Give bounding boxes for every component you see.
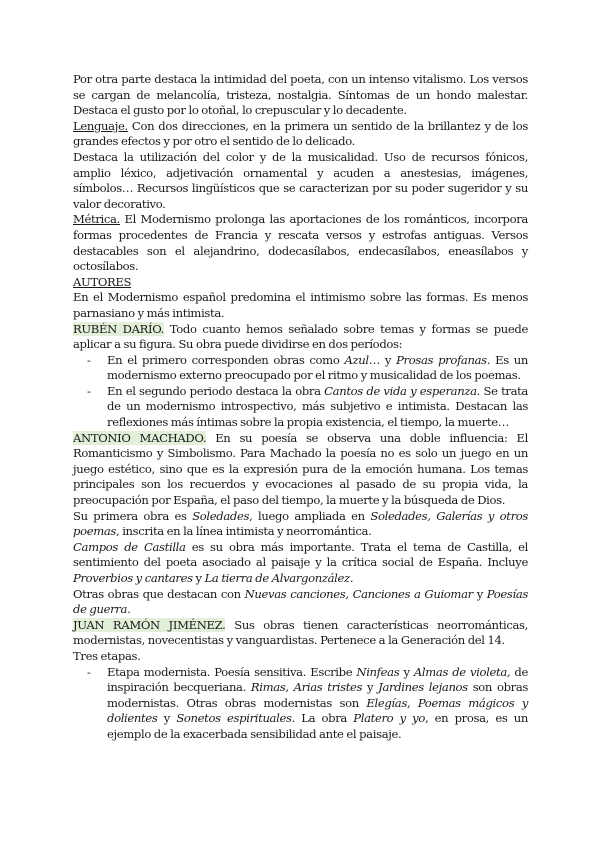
work-poemas-magicos: Poemas mágicos y dolientes [107,695,529,726]
machado-intro: En su poesía se observa una doble influencia: El Romanticismo y Simbolismo. Para Machado la poesía no es solo un juego en un juego estético, sino que es la expresión pura de la emoción humana. Los temas principales son los recuerdos y evocaciones al pasado de su propia vida, la preocupación por España, el paso del tiempo, la muerte y la búsqueda de Dios. [73,430,528,508]
dario-item1-text: y [379,352,397,367]
paragraph-machado-campos [73,540,528,587]
list-item [107,353,528,384]
work-azul: Azul… [344,352,380,367]
work-arias-tristes: Arias tristes [293,680,363,695]
autores-heading [73,275,528,291]
paragraph-metrica [73,212,528,274]
jimenez-text: de inspiración becqueriana. [107,664,529,695]
lenguaje-label: Lenguaje. [73,118,128,133]
work-soledades: Soledades [192,508,250,523]
lenguaje-text: Con dos direcciones, en la primera un sentido de la brillantez y de los grandes efectos y por otro el sentido de lo delicado. [73,118,528,149]
jimenez-text: , en prosa, es un ejemplo de la exacerbada sensibilidad ante el paisaje. [107,711,528,741]
machado-text: y [192,571,205,585]
dario-item2-text: . Se trata de un modernismo introspectivo, más subjetivo e intimista. Destacan las reflexiones más íntimas sobre la propia existencia, el tiempo, la muerte… [107,383,528,430]
machado-text: . [127,602,131,617]
machado-text: es su obra más importante. Trata el tema de Castilla, el sentimiento del poeta asociado al paisaje y la crítica social de España. Incluye [73,539,528,570]
machado-text: , luego ampliada en [249,508,371,523]
paragraph-autores: En el Modernismo español predomina el intimismo sobre las formas. Es menos parnasiano y más intimista. [73,290,528,320]
dario-item2-text: En el segundo periodo destaca la obra [107,383,325,398]
machado-text: Su primera obra es [73,508,193,523]
machado-text: , inscrita en la línea intimista y neorromántica. [116,524,372,539]
work-nuevas-canciones: Nuevas canciones, Canciones a Guiomar [244,586,473,601]
dario-item1-text: En el primero corresponden obras como [107,352,345,367]
paragraph-lenguaje [73,119,528,150]
work-platero-y-yo: Platero y yo [353,711,425,726]
jimenez-etapas-list [73,665,528,743]
autores-heading-text: AUTORES [73,274,132,289]
work-cantos-de-vida: Cantos de vida y esperanza [324,383,477,398]
jimenez-text: son obras modernistas. Otras obras modernistas son [107,680,528,710]
work-soledades-galerias: Soledades, Galerías y otros poemas [73,508,529,539]
work-poesias-de-guerra: Poesías de guerra [73,586,528,617]
machado-text: . [349,571,354,585]
metrica-text: El Modernismo prolonga las aportaciones de los románticos, incorpora formas procedentes de Francia y rescata versos y estrofas antiguas. Versos destacables son el alejandrino, dodecasílabos, endecasílabos, eneasílabos y octosílabos. [73,212,528,274]
paragraph-machado-otras [73,587,528,618]
dario-intro: Todo cuanto hemos señalado sobre temas y formas se puede aplicar a su figura. Su obra puede dividirse en dos períodos: [73,321,528,352]
list-item [107,665,528,743]
machado-text: y [472,586,487,601]
jimenez-text: Etapa modernista. Poesía sensitiva. Escribe [107,664,357,679]
work-proverbios: Proverbios y cantares [73,571,193,585]
document-page [73,72,528,743]
paragraph-intimidad: Por otra parte destaca la intimidad del poeta, con un intenso vitalismo. Los versos se cargan de melancolía, tristeza, nostalgia. Síntomas de un hondo malestar. Destaca el gusto por lo otoñal, lo crepuscular y lo decadente. [73,72,528,118]
paragraph-tres-etapas: Tres etapas. [73,648,141,663]
paragraph-jimenez [73,618,528,649]
jimenez-text: y [399,664,414,679]
jimenez-text: y [157,711,177,726]
paragraph-dario [73,322,528,353]
jimenez-text: , [406,695,418,710]
work-sonetos-espirituales: Sonetos espirituales [176,711,292,726]
work-ninfeas: Ninfeas [356,664,400,679]
work-jardines-lejanos: Jardines lejanos [378,680,468,695]
dario-periods-list [73,353,528,431]
machado-name: ANTONIO MACHADO. [73,430,207,445]
jimenez-text: y [362,680,379,695]
work-almas-de-violeta: Almas de violeta, [413,664,511,679]
paragraph-machado [73,431,528,509]
jimenez-text: , [285,680,294,695]
dario-name: RUBÉN DARÍO. [73,321,165,336]
work-prosas-profanas: Prosas profanas [396,352,487,367]
paragraph-color-musicalidad: Destaca la utilización del color y de la musicalidad. Uso de recursos fónicos, amplio léxico, adjetivación ornamental y acuden a anestesias, imágenes, símbolos… Recursos lingüísticos que se caracterizan por su poder sugeridor y su valor decorativo. [73,149,528,211]
jimenez-intro: Sus obras tienen características neorrománticas, modernistas, novecentistas y vanguardistas. Pertenece a la Generación del 14. [73,617,528,648]
work-alvargonzalez: La tierra de Alvargonzález [204,571,350,585]
work-rimas: Rimas [250,680,286,695]
machado-text: Otras obras que destacan con [73,586,245,601]
jimenez-text: . La obra [291,711,354,726]
work-elegias: Elegías [366,695,407,710]
work-campos-de-castilla: Campos de Castilla [73,539,186,554]
dario-item1-text: . Es un modernismo externo preocupado por el ritmo y musicalidad de los poemas. [107,352,529,383]
jimenez-name: JUAN RAMÓN JIMÉNEZ. [73,617,226,632]
list-item [107,384,528,431]
paragraph-machado-soledades [73,509,528,540]
metrica-label: Métrica. [73,212,120,227]
